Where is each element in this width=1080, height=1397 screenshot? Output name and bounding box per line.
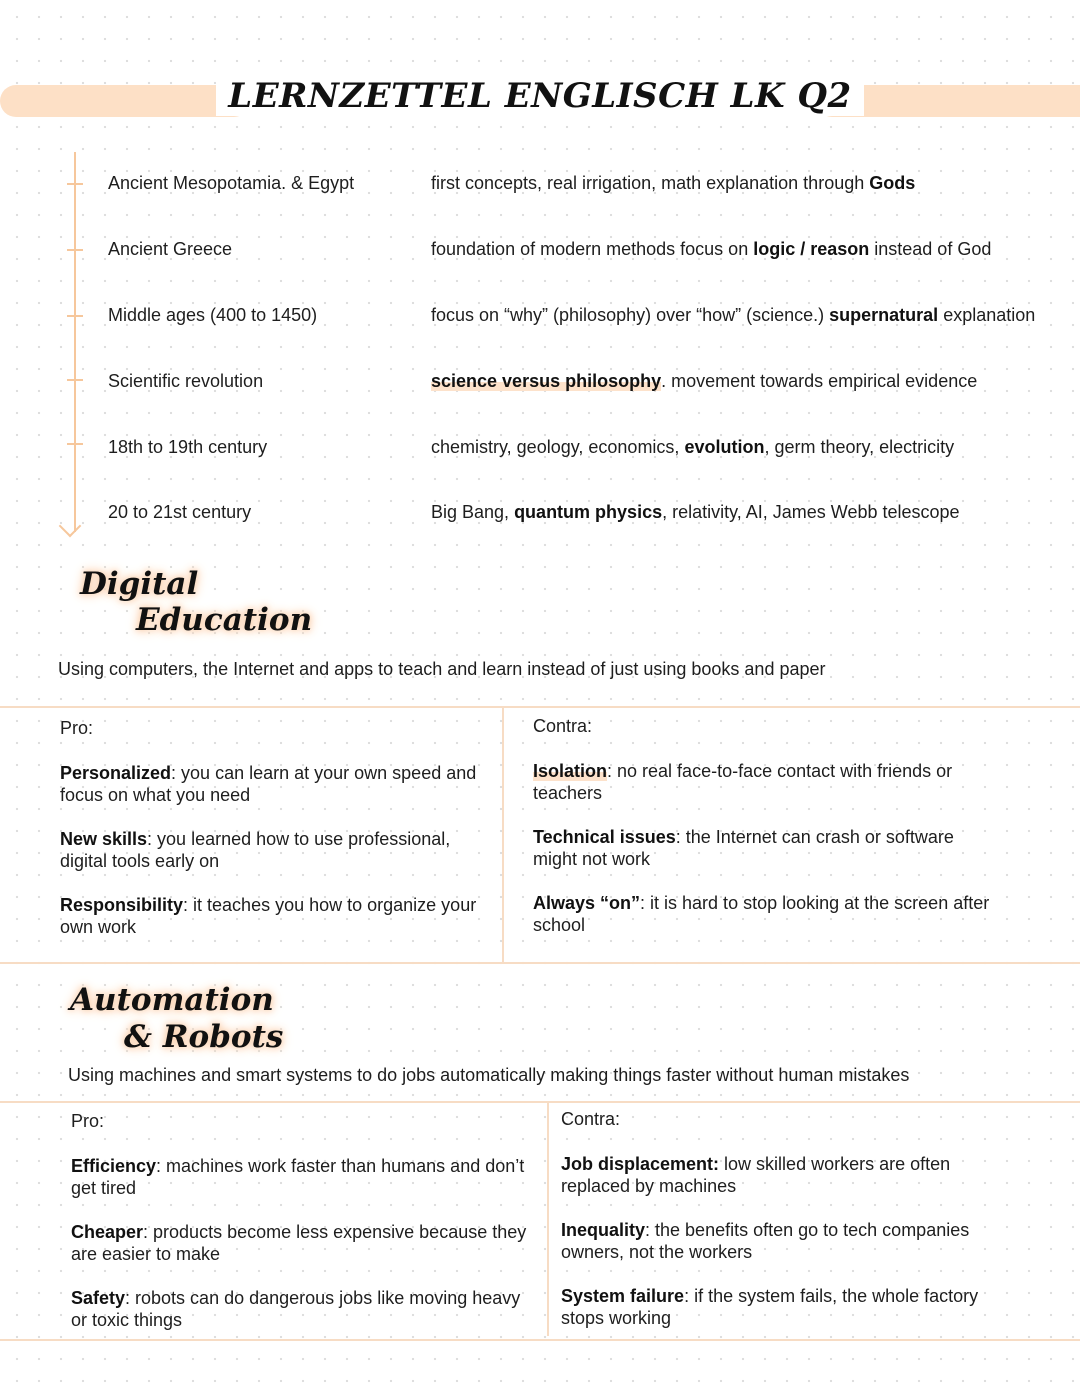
timeline-tick xyxy=(67,249,83,251)
timeline-era: 20 to 21st century xyxy=(108,502,252,522)
pro-item: Efficiency: machines work faster than humans and don’t get tired xyxy=(71,1156,525,1198)
timeline-era: Ancient Greece xyxy=(108,239,233,259)
timeline-era: Ancient Mesopotamia. & Egypt xyxy=(108,173,355,193)
section-heading-automation: Automation xyxy=(70,982,274,1018)
column-divider xyxy=(502,708,504,963)
timeline-description: foundation of modern methods focus on logic / reason instead of God xyxy=(431,239,992,259)
timeline-tick xyxy=(67,379,83,381)
contra-item: Technical issues: the Internet can crash or software might not work xyxy=(533,827,954,869)
section-intro: Using computers, the Internet and apps to teach and learn instead of just using books and paper xyxy=(58,659,826,679)
timeline-tick xyxy=(67,443,83,445)
pro-label: Pro: xyxy=(71,1111,105,1131)
timeline-era: 18th to 19th century xyxy=(108,437,268,457)
page-title: LERNZETTEL ENGLISCH LK Q2 xyxy=(0,76,1080,116)
contra-label: Contra: xyxy=(533,716,593,736)
timeline-description: science versus philosophy. movement towards empirical evidence xyxy=(431,371,978,391)
pro-item: Safety: robots can do dangerous jobs like moving heavy or toxic things xyxy=(71,1288,521,1330)
timeline-description: Big Bang, quantum physics, relativity, AI, James Webb telescope xyxy=(431,502,960,522)
contra-item: Job displacement: low skilled workers are often replaced by machines xyxy=(561,1154,951,1196)
timeline-tick xyxy=(67,315,83,317)
contra-item: Inequality: the benefits often go to tech companies owners, not the workers xyxy=(561,1220,970,1262)
table-divider xyxy=(0,706,1080,708)
table-divider xyxy=(0,1101,1080,1103)
section-heading-robots: & Robots xyxy=(124,1019,284,1055)
contra-label: Contra: xyxy=(561,1109,621,1129)
timeline-description: focus on “why” (philosophy) over “how” (science.) supernatural explanation xyxy=(431,305,1036,325)
pro-item: Cheaper: products become less expensive because they are easier to make xyxy=(71,1222,527,1264)
contra-item: Always “on”: it is hard to stop looking at the screen after school xyxy=(533,893,990,935)
pro-item: Personalized: you can learn at your own speed and focus on what you need xyxy=(60,763,477,805)
table-divider xyxy=(0,1339,1080,1341)
pro-item: New skills: you learned how to use professional, digital tools early on xyxy=(60,829,451,871)
column-divider xyxy=(547,1103,549,1336)
table-divider xyxy=(0,962,1080,964)
timeline-line xyxy=(74,152,76,532)
timeline-description: first concepts, real irrigation, math explanation through Gods xyxy=(431,173,916,193)
pro-item: Responsibility: it teaches you how to organize your own work xyxy=(60,895,477,937)
pro-label: Pro: xyxy=(60,718,94,738)
section-intro: Using machines and smart systems to do jobs automatically making things faster without human mistakes xyxy=(68,1065,910,1085)
section-heading-education: Education xyxy=(136,602,313,638)
timeline-arrow-icon xyxy=(59,515,82,538)
timeline-tick xyxy=(67,183,83,185)
timeline-description: chemistry, geology, economics, evolution, germ theory, electricity xyxy=(431,437,955,457)
contra-item: Isolation: no real face-to-face contact with friends or teachers xyxy=(533,761,953,803)
timeline-era: Middle ages (400 to 1450) xyxy=(108,305,318,325)
contra-item: System failure: if the system fails, the whole factory stops working xyxy=(561,1286,979,1328)
timeline-era: Scientific revolution xyxy=(108,371,264,391)
section-heading-digital: Digital xyxy=(80,566,199,602)
